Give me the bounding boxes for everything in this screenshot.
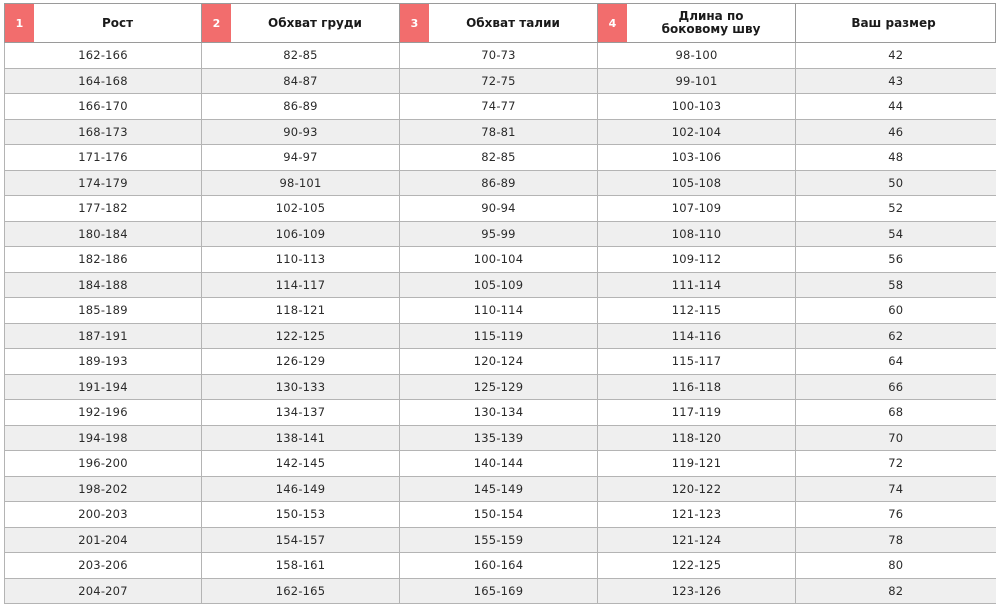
cell-chest: 102-105 — [202, 196, 400, 222]
cell-waist: 120-124 — [400, 349, 598, 375]
cell-chest: 110-113 — [202, 247, 400, 273]
cell-side-seam: 112-115 — [598, 298, 796, 324]
table-body — [5, 43, 996, 604]
cell-height: 177-182 — [5, 196, 202, 222]
cell-waist: 160-164 — [400, 553, 598, 579]
cell-size: 76 — [796, 502, 996, 528]
cell-size: 66 — [796, 374, 996, 400]
cell-side-seam: 109-112 — [598, 247, 796, 273]
cell-size: 46 — [796, 119, 996, 145]
column-number-badge: 1 — [5, 4, 34, 42]
cell-side-seam: 98-100 — [598, 43, 796, 69]
cell-size: 54 — [796, 221, 996, 247]
table-row — [5, 221, 996, 247]
cell-height: 174-179 — [5, 170, 202, 196]
table-row — [5, 119, 996, 145]
header-row — [5, 4, 996, 43]
cell-waist: 78-81 — [400, 119, 598, 145]
cell-chest: 84-87 — [202, 68, 400, 94]
cell-waist: 155-159 — [400, 527, 598, 553]
cell-side-seam: 122-125 — [598, 553, 796, 579]
header-waist — [400, 4, 598, 43]
cell-side-seam: 107-109 — [598, 196, 796, 222]
cell-height: 185-189 — [5, 298, 202, 324]
table-row — [5, 374, 996, 400]
cell-waist: 70-73 — [400, 43, 598, 69]
cell-size: 48 — [796, 145, 996, 171]
table-row — [5, 451, 996, 477]
cell-side-seam: 114-116 — [598, 323, 796, 349]
table-row — [5, 502, 996, 528]
cell-waist: 140-144 — [400, 451, 598, 477]
header-size — [796, 4, 996, 43]
cell-side-seam: 116-118 — [598, 374, 796, 400]
cell-height: 196-200 — [5, 451, 202, 477]
cell-chest: 138-141 — [202, 425, 400, 451]
cell-chest: 162-165 — [202, 578, 400, 604]
table-row — [5, 400, 996, 426]
column-number-badge: 4 — [598, 4, 627, 42]
cell-size: 70 — [796, 425, 996, 451]
cell-height: 191-194 — [5, 374, 202, 400]
cell-size: 58 — [796, 272, 996, 298]
cell-chest: 142-145 — [202, 451, 400, 477]
cell-size: 68 — [796, 400, 996, 426]
cell-chest: 130-133 — [202, 374, 400, 400]
column-number-badge: 2 — [202, 4, 231, 42]
table-row — [5, 476, 996, 502]
cell-side-seam: 119-121 — [598, 451, 796, 477]
header-label-waist: Обхват талии — [466, 15, 560, 30]
cell-waist: 115-119 — [400, 323, 598, 349]
cell-waist: 100-104 — [400, 247, 598, 273]
cell-size: 64 — [796, 349, 996, 375]
cell-height: 168-173 — [5, 119, 202, 145]
cell-size: 60 — [796, 298, 996, 324]
cell-chest: 86-89 — [202, 94, 400, 120]
cell-height: 184-188 — [5, 272, 202, 298]
cell-height: 200-203 — [5, 502, 202, 528]
cell-side-seam: 117-119 — [598, 400, 796, 426]
header-chest — [202, 4, 400, 43]
cell-side-seam: 102-104 — [598, 119, 796, 145]
table-row — [5, 349, 996, 375]
cell-size: 43 — [796, 68, 996, 94]
cell-side-seam: 111-114 — [598, 272, 796, 298]
cell-waist: 165-169 — [400, 578, 598, 604]
cell-chest: 146-149 — [202, 476, 400, 502]
cell-waist: 86-89 — [400, 170, 598, 196]
cell-size: 74 — [796, 476, 996, 502]
table-row — [5, 553, 996, 579]
cell-chest: 114-117 — [202, 272, 400, 298]
cell-size: 50 — [796, 170, 996, 196]
table-row — [5, 94, 996, 120]
cell-waist: 74-77 — [400, 94, 598, 120]
cell-waist: 135-139 — [400, 425, 598, 451]
table-row — [5, 298, 996, 324]
cell-waist: 125-129 — [400, 374, 598, 400]
header-label-height: Рост — [101, 15, 134, 30]
cell-height: 166-170 — [5, 94, 202, 120]
cell-size: 52 — [796, 196, 996, 222]
table-row — [5, 43, 996, 69]
cell-side-seam: 121-123 — [598, 502, 796, 528]
cell-height: 164-168 — [5, 68, 202, 94]
cell-waist: 72-75 — [400, 68, 598, 94]
cell-chest: 106-109 — [202, 221, 400, 247]
cell-side-seam: 108-110 — [598, 221, 796, 247]
table-row — [5, 323, 996, 349]
cell-height: 171-176 — [5, 145, 202, 171]
cell-side-seam: 121-124 — [598, 527, 796, 553]
cell-chest: 94-97 — [202, 145, 400, 171]
cell-size: 78 — [796, 527, 996, 553]
cell-size: 56 — [796, 247, 996, 273]
cell-height: 189-193 — [5, 349, 202, 375]
cell-waist: 145-149 — [400, 476, 598, 502]
cell-waist: 105-109 — [400, 272, 598, 298]
table-row — [5, 68, 996, 94]
cell-chest: 150-153 — [202, 502, 400, 528]
header-label-chest: Обхват груди — [268, 15, 362, 30]
cell-size: 80 — [796, 553, 996, 579]
cell-height: 182-186 — [5, 247, 202, 273]
cell-size: 42 — [796, 43, 996, 69]
header-label-side-seam: Длина по боковому шву — [661, 9, 761, 36]
cell-chest: 118-121 — [202, 298, 400, 324]
cell-size: 62 — [796, 323, 996, 349]
cell-waist: 130-134 — [400, 400, 598, 426]
cell-chest: 158-161 — [202, 553, 400, 579]
cell-height: 194-198 — [5, 425, 202, 451]
header-label-size: Ваш размер — [851, 15, 936, 30]
cell-height: 201-204 — [5, 527, 202, 553]
cell-chest: 98-101 — [202, 170, 400, 196]
cell-height: 162-166 — [5, 43, 202, 69]
table-row — [5, 145, 996, 171]
cell-waist: 90-94 — [400, 196, 598, 222]
cell-side-seam: 123-126 — [598, 578, 796, 604]
cell-waist: 82-85 — [400, 145, 598, 171]
cell-height: 187-191 — [5, 323, 202, 349]
table-row — [5, 170, 996, 196]
table-row — [5, 425, 996, 451]
cell-waist: 110-114 — [400, 298, 598, 324]
cell-chest: 134-137 — [202, 400, 400, 426]
header-side-seam — [598, 4, 796, 43]
table-header — [5, 4, 996, 43]
cell-side-seam: 115-117 — [598, 349, 796, 375]
table-row — [5, 578, 996, 604]
cell-height: 203-206 — [5, 553, 202, 579]
cell-side-seam: 120-122 — [598, 476, 796, 502]
cell-chest: 154-157 — [202, 527, 400, 553]
table-row — [5, 247, 996, 273]
cell-chest: 82-85 — [202, 43, 400, 69]
table-row — [5, 527, 996, 553]
cell-side-seam: 99-101 — [598, 68, 796, 94]
cell-side-seam: 100-103 — [598, 94, 796, 120]
cell-side-seam: 118-120 — [598, 425, 796, 451]
cell-height: 198-202 — [5, 476, 202, 502]
cell-size: 44 — [796, 94, 996, 120]
cell-chest: 126-129 — [202, 349, 400, 375]
size-chart-table — [4, 3, 996, 604]
cell-chest: 122-125 — [202, 323, 400, 349]
column-number-badge: 3 — [400, 4, 429, 42]
cell-waist: 95-99 — [400, 221, 598, 247]
table-row — [5, 272, 996, 298]
cell-height: 192-196 — [5, 400, 202, 426]
cell-side-seam: 103-106 — [598, 145, 796, 171]
table-row — [5, 196, 996, 222]
header-height — [5, 4, 202, 43]
cell-size: 72 — [796, 451, 996, 477]
cell-height: 180-184 — [5, 221, 202, 247]
cell-side-seam: 105-108 — [598, 170, 796, 196]
cell-chest: 90-93 — [202, 119, 400, 145]
cell-size: 82 — [796, 578, 996, 604]
cell-height: 204-207 — [5, 578, 202, 604]
cell-waist: 150-154 — [400, 502, 598, 528]
